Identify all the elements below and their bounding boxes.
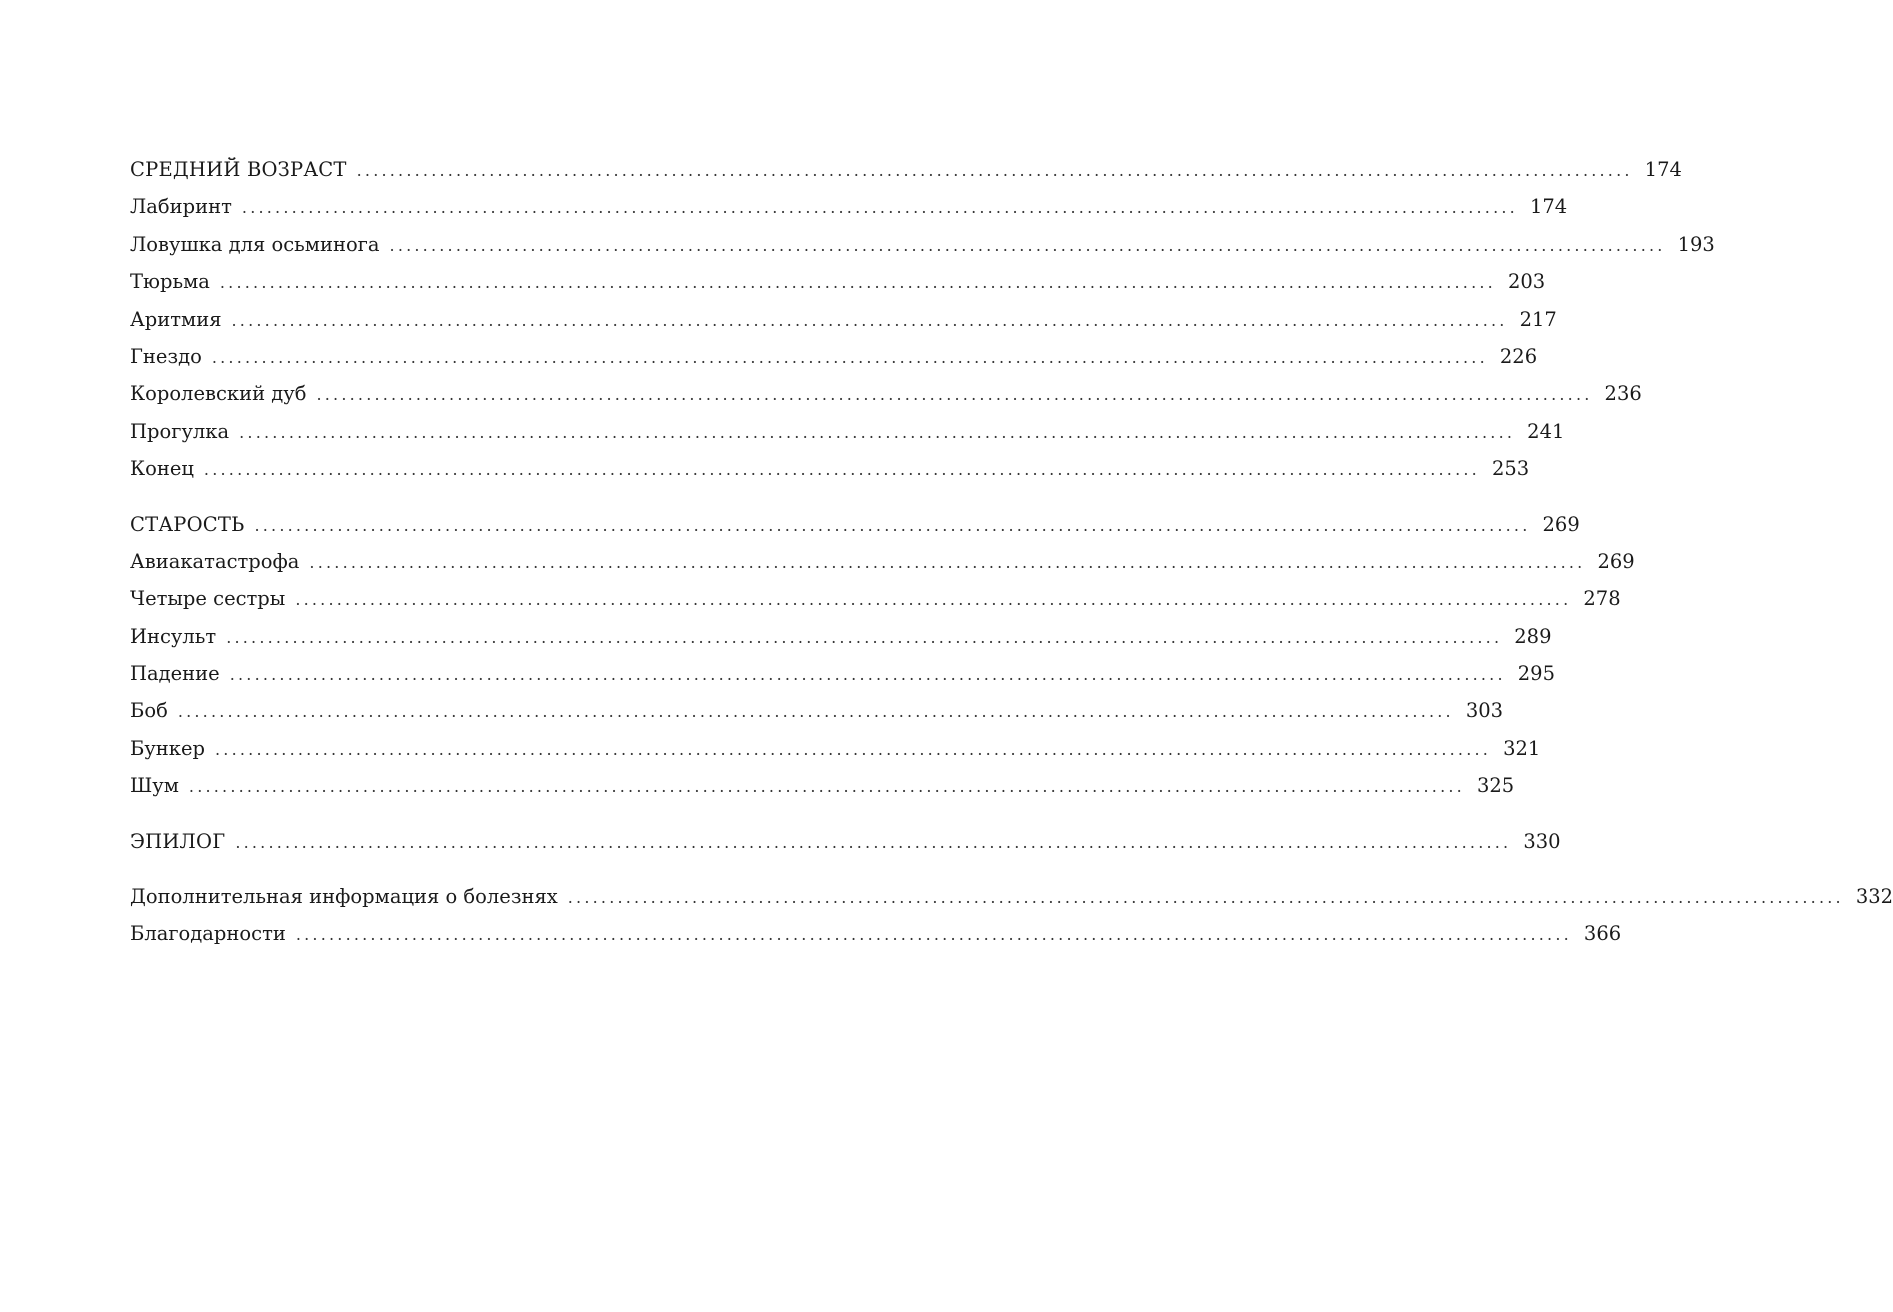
toc-entry xyxy=(130,301,1557,338)
toc-page-number: 289 xyxy=(1514,624,1552,648)
toc-entry-title: СРЕДНИЙ ВОЗРАСТ xyxy=(130,158,347,181)
toc-page-number: 269 xyxy=(1542,512,1580,536)
toc-entry-title: Шум xyxy=(130,774,179,798)
toc-entry-title: СТАРОСТЬ xyxy=(130,512,245,536)
toc-entry xyxy=(130,730,1541,767)
dot-leader: .......................................................................................................................................................... xyxy=(389,235,1666,255)
dot-leader: .......................................................................................................................................................... xyxy=(177,702,1454,722)
toc-entry xyxy=(130,618,1552,655)
toc-section xyxy=(130,823,1561,860)
toc-entry xyxy=(130,580,1621,617)
toc-entry-title: Ловушка для осьминога xyxy=(130,232,380,256)
toc-page-number: 330 xyxy=(1523,829,1561,853)
toc-section xyxy=(130,151,1715,488)
toc-section xyxy=(130,878,1893,953)
toc-page-number: 332 xyxy=(1855,885,1893,909)
toc-entry-title: Бункер xyxy=(130,736,206,760)
toc-entry-title: Инсульт xyxy=(130,624,217,648)
toc-entry-title: Лабиринт xyxy=(130,195,232,219)
toc-part-heading xyxy=(130,151,1682,188)
dot-leader: .......................................................................................................................................................... xyxy=(226,627,1503,647)
toc-section xyxy=(130,506,1635,805)
toc-entry-title: Четыре сестры xyxy=(130,587,286,611)
dot-leader: .......................................................................................................................................................... xyxy=(241,198,1518,218)
toc-page-number: 366 xyxy=(1583,922,1622,946)
toc-page-number: 269 xyxy=(1597,549,1635,573)
toc-page-number: 325 xyxy=(1476,774,1515,798)
dot-leader: .......................................................................................................................................................... xyxy=(231,310,1508,330)
toc-page-number: 241 xyxy=(1527,419,1565,443)
toc-page-number: 295 xyxy=(1517,662,1555,686)
dot-leader: .......................................................................................................................................................... xyxy=(239,422,1516,442)
toc-entry xyxy=(130,915,1622,952)
dot-leader: .......................................................................................................................................................... xyxy=(567,888,1844,908)
table-of-contents xyxy=(130,151,1893,971)
toc-entry xyxy=(130,767,1515,804)
dot-leader: .......................................................................................................................................................... xyxy=(188,777,1465,797)
toc-entry xyxy=(130,450,1530,487)
toc-page-number: 226 xyxy=(1499,344,1538,368)
toc-entry-title: Падение xyxy=(130,662,220,686)
toc-entry-title: ЭПИЛОГ xyxy=(130,829,226,853)
toc-entry xyxy=(130,188,1568,225)
toc-page-number: 174 xyxy=(1644,158,1682,181)
dot-leader: .......................................................................................................................................................... xyxy=(295,925,1572,945)
toc-page-number: 303 xyxy=(1465,699,1504,723)
dot-leader: .......................................................................................................................................................... xyxy=(219,273,1496,293)
toc-entry-title: Королевский дуб xyxy=(130,382,307,406)
toc-page-number: 174 xyxy=(1529,195,1568,219)
toc-entry-title: Тюрьма xyxy=(130,270,210,294)
toc-page-number: 321 xyxy=(1503,736,1541,760)
dot-leader: .......................................................................................................................................................... xyxy=(229,665,1506,685)
toc-part-heading xyxy=(130,823,1561,860)
toc-entry-title: Дополнительная информация о болезнях xyxy=(130,885,558,909)
toc-page-number: 236 xyxy=(1604,382,1642,406)
dot-leader: .......................................................................................................................................................... xyxy=(254,515,1531,535)
toc-page-number: 193 xyxy=(1677,232,1715,256)
toc-entry-title: Прогулка xyxy=(130,419,230,443)
toc-entry-title: Конец xyxy=(130,457,194,481)
dot-leader: .......................................................................................................................................................... xyxy=(309,552,1586,572)
dot-leader: .......................................................................................................................................................... xyxy=(203,460,1480,480)
toc-page-number: 278 xyxy=(1583,587,1621,611)
toc-entry-title: Аритмия xyxy=(130,307,222,331)
toc-page-number: 253 xyxy=(1491,457,1530,481)
toc-entry xyxy=(130,263,1546,300)
toc-entry-title: Гнездо xyxy=(130,344,202,368)
toc-entry-title: Авиакатастрофа xyxy=(130,549,300,573)
toc-entry xyxy=(130,655,1555,692)
dot-leader: .......................................................................................................................................................... xyxy=(235,832,1512,852)
toc-part-heading xyxy=(130,506,1580,543)
toc-entry-title: Благодарности xyxy=(130,922,286,946)
toc-entry xyxy=(130,413,1565,450)
dot-leader: .......................................................................................................................................................... xyxy=(316,385,1593,405)
dot-leader: .......................................................................................................................................................... xyxy=(295,590,1572,610)
toc-entry xyxy=(130,878,1893,915)
toc-page-number: 203 xyxy=(1507,270,1546,294)
toc-entry xyxy=(130,692,1504,729)
toc-entry xyxy=(130,543,1635,580)
toc-entry xyxy=(130,226,1715,263)
dot-leader: .......................................................................................................................................................... xyxy=(215,739,1492,759)
dot-leader: .......................................................................................................................................................... xyxy=(356,161,1633,180)
toc-entry xyxy=(130,338,1538,375)
toc-entry xyxy=(130,375,1642,412)
toc-entry-title: Боб xyxy=(130,699,168,723)
toc-page-number: 217 xyxy=(1519,307,1557,331)
dot-leader: .......................................................................................................................................................... xyxy=(211,347,1488,367)
